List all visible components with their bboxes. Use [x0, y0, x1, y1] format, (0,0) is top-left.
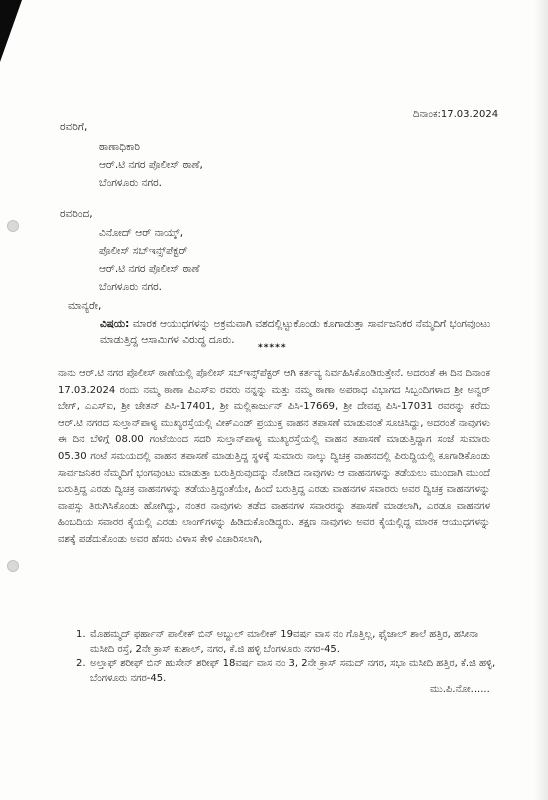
greeting: ಮಾನ್ಯರೇ, — [68, 300, 102, 312]
continued-note: ಮು.ಪಿ.ನೋ...... — [430, 684, 490, 695]
from-line-1: ವಿನೋದ್ ಆರ್ ನಾಯ್ಕ್, — [99, 227, 184, 239]
accused-item — [76, 627, 500, 657]
to-salutation: ರವರಿಗೆ, — [60, 121, 88, 133]
accused-number: 1. — [76, 629, 86, 640]
scan-corner-shadow — [0, 0, 22, 62]
from-salutation: ರವರಿಂದ, — [60, 208, 93, 220]
scan-edge-shadow — [534, 0, 548, 800]
accused-text: ಮೊಹಮ್ಮದ್ ಫರ್ಹಾನ್ ಪಾಲೀಕ್ ಬಿನ್ ಅಬ್ದುಲ್ ಮಾಲೀಕ್ 19ವರ್ಷ ವಾಸ ನಂ ಗೊತ್ತಿಲ್ಲ, ಫೈಜಾಲ್ ಶಾಲೆ ಹತ್ತಿರ, ಹಸೀನಾ ಮಸೀದಿ ರಸ್ತೆ, 2ನೇ ಕ್ರಾಸ್ ಕುಶಾಲ್, ನಗರ, ಕೆ.ಜಿ ಹಳ್ಳಿ ಬೆಂಗಳೂರು ನಗರ-45. — [90, 629, 479, 655]
body-paragraph: ನಾನು ಆರ್.ಟಿ ನಗರ ಪೊಲೀಸ್ ಠಾಣೆಯಲ್ಲಿ ಪೊಲೀಸ್ ಸಬ್‌ಇನ್ಸ್‌ಪೆಕ್ಟರ್ ಆಗಿ ಕರ್ತವ್ಯ ನಿರ್ವಹಿಸಿಕೊಂಡಿರುತ್ತೇನೆ. ಅದರಂತೆ ಈ ದಿನ ದಿನಾಂಕ 17.03.2024 ರಂದು ನಮ್ಮ ಠಾಣಾ ಪಿಎಸ್‌ಐ ರವರು ನನ್ನನ್ನು ಮತ್ತು ನಮ್ಮ ಠಾಣಾ ಅಪರಾಧ ವಿಭಾಗದ ಸಿಬ್ಬಂದಿಗಳಾದ ಶ್ರೀ ಅನ್ವರ್ ಬೇಗ್, ಎಎಸ್ಐ, ಶ್ರೀ ಚೇತನ್ ಪಿಸಿ-17401, ಶ್ರೀ ಮಲ್ಲಿಕಾರ್ಜುನ್ ಪಿಸಿ-17669, ಶ್ರೀ ದೇವಪ್ಪ ಪಿಸಿ-17031 ರವರನ್ನು ಕರೆದು ಆರ್.ಟಿ ನಗರದ ಸುಲ್ತಾನ್‌ಪಾಳ್ಯ ಮುಖ್ಯರಸ್ತೆಯಲ್ಲಿ ವೀಕ್‌ಎಂಡ್ ಪ್ರಯುಕ್ತ ವಾಹನ ತಪಾಸಣೆ ಮಾಡುವಂತೆ ಸೂಚಿಸಿದ್ದು, ಅದರಂತೆ ನಾವುಗಳು ಈ ದಿನ ಬೆಳಿಗ್ಗೆ 08.00 ಗಂಟೆಯಿಂದ ಸದರಿ ಸುಲ್ತಾನ್‌ಪಾಳ್ಯ ಮುಖ್ಯರಸ್ತೆಯಲ್ಲಿ ವಾಹನ ತಪಾಸಣೆ ಮಾಡುತ್ತಿದ್ದಾಗ ಸಂಜೆ ಸುಮಾರು 05.30 ಗಂಟೆ ಸಮಯದಲ್ಲಿ ವಾಹನ ತಪಾಸಣೆ ಮಾಡುತ್ತಿದ್ದ ಸ್ಥಳಕ್ಕೆ ಸುಮಾರು ನಾಲ್ಕು ದ್ವಿಚಕ್ರ ವಾಹನದಲ್ಲಿ ಪಿರುದ್ದಿಯಲ್ಲಿ ಕೂಗಾಡಿಕೊಂಡು ಸಾರ್ವಜನಿಕರ ನೆಮ್ಮದಿಗೆ ಭಂಗವುಂಟು ಮಾಡುತ್ತಾ ಬರುತ್ತಿರುವುದನ್ನು ನೋಡಿದ ನಾವುಗಳು ಆ ವಾಹನಗಳನ್ನು ತಡೆಯಲು ಮುಂದಾಗಿ ಮುಂದೆ ಬರುತ್ತಿದ್ದ ಎರಡು ದ್ವಿಚಕ್ರ ವಾಹನಗಳನ್ನು ತಡೆಯುತ್ತಿದ್ದಂತೆಯೇ, ಹಿಂದೆ ಬರುತ್ತಿದ್ದ ಎರಡು ವಾಹನಗಳ ಸವಾರರು ಅವರ ದ್ವಿಚಕ್ರ ವಾಹನಗಳನ್ನು ವಾಪಸ್ಸು ತಿರುಗಿಸಿಕೊಂಡು ಹೋಗಿದ್ದು, ನಂತರ ನಾವುಗಳು ತಡೆದ ವಾಹನಗಳ ಸವಾರರನ್ನು ತಪಾಸಣೆ ಮಾಡಲಾಗಿ, ಎರಡೂ ವಾಹನಗಳ ಹಿಂಬದಿಯ ಸವಾರರ ಕೈಯಲ್ಲಿ ಎರಡು ಲಾಂಗ್‌ಗಳನ್ನು ಹಿಡಿದುಕೊಂಡಿದ್ದರು. ತಕ್ಷಣ ನಾವುಗಳು ಅವರ ಕೈಯಲ್ಲಿದ್ದ ಮಾರಕ ಆಯುಧಗಳನ್ನು ವಶಕ್ಕೆ ಪಡೆದುಕೊಂಡು ಅವರ ಹೆಸರು ವಿಳಾಸ ಕೇಳಿ ವಿಚಾರಿಸಲಾಗಿ, — [58, 368, 490, 545]
subject-label: ವಿಷಯ: — [100, 318, 130, 330]
to-line-3: ಬೆಂಗಳೂರು ನಗರ. — [99, 177, 162, 189]
from-line-4: ಬೆಂಗಳೂರು ನಗರ. — [99, 281, 162, 293]
punch-hole-top — [7, 220, 19, 232]
accused-number: 2. — [76, 658, 86, 669]
from-line-3: ಆರ್.ಟಿ ನಗರ ಪೊಲೀಸ್ ಠಾಣೆ — [99, 263, 200, 275]
accused-item — [76, 656, 500, 686]
punch-hole-bottom — [7, 560, 19, 572]
to-line-1: ಠಾಣಾಧಿಕಾರಿ — [99, 141, 140, 153]
subject-text: ಮಾರಕ ಆಯುಧಗಳನ್ನು ಅಕ್ರಮವಾಗಿ ವಶದಲ್ಲಿಟ್ಟುಕೊಂಡು ಕೂಗಾಡುತ್ತಾ ಸಾರ್ವಜನಿಕರ ನೆಮ್ಮದಿಗೆ ಭಂಗವುಂಟು ಮಾಡುತ್ತಿದ್ದ ಆಸಾಮಿಗಳ ವಿರುದ್ಧ ದೂರು. — [100, 318, 491, 346]
accused-text: ಅಲ್ತಾಫ್ ಶರೀಫ್ ಬಿನ್ ಹುಸೇನ್ ಶರೀಫ್ 18ವರ್ಷ ವಾಸ ನಂ 3, 2ನೇ ಕ್ರಾಸ್ ಸಮದ್ ನಗರ, ಸಭಾ ಮಸೀದಿ ಹತ್ತಿರ, ಕೆ.ಜಿ ಹಳ್ಳಿ, ಬೆಂಗಳೂರು ನಗರ-45. — [90, 658, 496, 684]
letter-date: ದಿನಾಂಕ:17.03.2024 — [413, 109, 499, 120]
to-line-2: ಆರ್.ಟಿ ನಗರ ಪೊಲೀಸ್ ಠಾಣೆ, — [99, 159, 203, 171]
separator-stars: ***** — [258, 343, 287, 353]
from-line-2: ಪೊಲೀಸ್ ಸಬ್‌ಇನ್ಸ್‌ಪೆಕ್ಟರ್ — [99, 245, 188, 257]
subject — [100, 316, 510, 348]
